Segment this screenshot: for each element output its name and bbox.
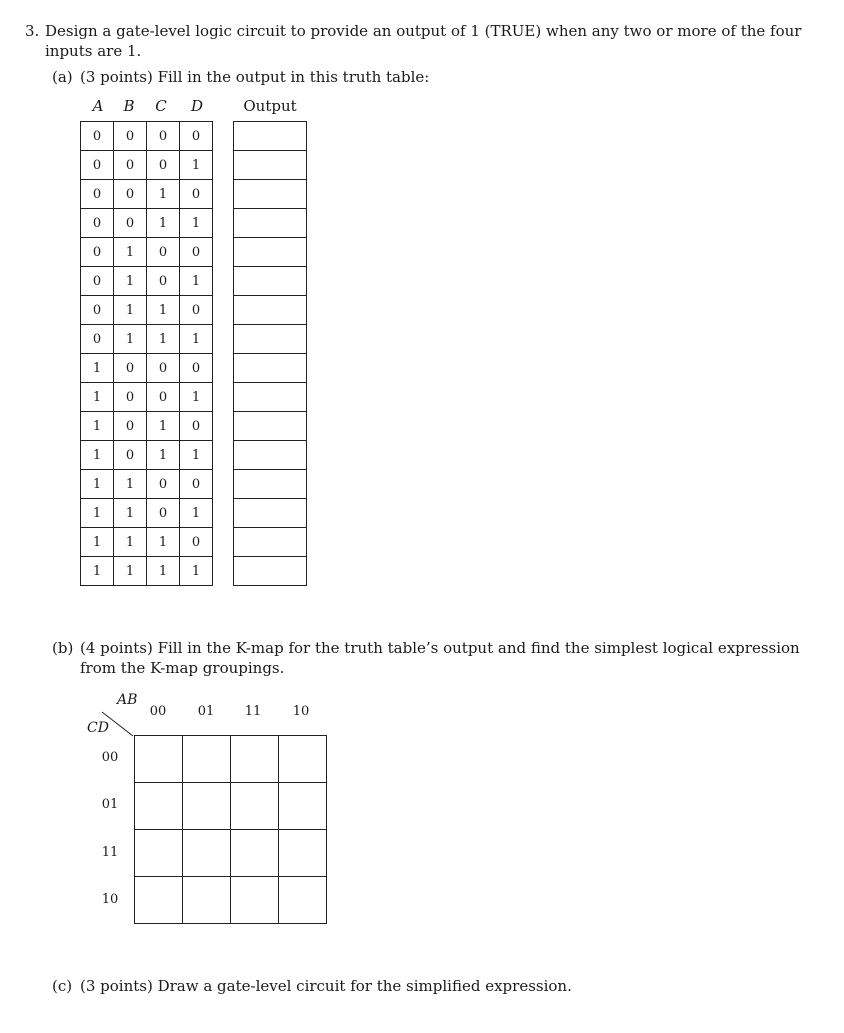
truth-table-cell: 0 [180, 470, 213, 499]
kmap-col-label: 00 [149, 704, 167, 719]
header-output: Output [243, 97, 297, 115]
output-row [234, 325, 307, 354]
truth-table-cell: 0 [114, 354, 147, 383]
truth-table-cell: 0 [114, 180, 147, 209]
kmap-col-label: 11 [244, 704, 262, 719]
truth-table-cell: 0 [114, 209, 147, 238]
truth-table-cell: 1 [180, 151, 213, 180]
truth-table-row [81, 296, 213, 325]
truth-table-cell: 0 [147, 122, 180, 151]
truth-table-cell: 1 [180, 557, 213, 586]
truth-table-cell: 0 [180, 354, 213, 383]
kmap-cell[interactable] [231, 830, 279, 877]
truth-table [80, 121, 213, 586]
output-cell[interactable] [234, 296, 307, 325]
truth-table-row [81, 528, 213, 557]
truth-table-cell: 1 [114, 267, 147, 296]
part-c-text: (3 points) Draw a gate-level circuit for the simplified expression. [80, 977, 572, 995]
kmap-row [135, 783, 327, 830]
truth-table-cell: 1 [114, 325, 147, 354]
truth-table-cell: 1 [180, 441, 213, 470]
output-row [234, 528, 307, 557]
truth-table-cell: 1 [180, 383, 213, 412]
kmap-cell[interactable] [183, 783, 231, 830]
truth-table-cell: 0 [81, 238, 114, 267]
truth-table-cell: 0 [114, 383, 147, 412]
truth-table-cell: 0 [180, 528, 213, 557]
truth-table-cell: 0 [147, 238, 180, 267]
output-row [234, 238, 307, 267]
part-c-label: (c) [52, 977, 73, 995]
truth-table-cell: 0 [180, 296, 213, 325]
truth-table-cell: 0 [81, 122, 114, 151]
truth-table-cell: 0 [81, 296, 114, 325]
truth-table-cell: 0 [81, 151, 114, 180]
header-b: B [123, 97, 135, 115]
truth-table-row [81, 383, 213, 412]
output-cell[interactable] [234, 122, 307, 151]
kmap-cell[interactable] [135, 736, 183, 783]
truth-table-cell: 0 [147, 267, 180, 296]
truth-table-cell: 1 [114, 470, 147, 499]
truth-table-cell: 1 [147, 412, 180, 441]
truth-table-cell: 1 [114, 499, 147, 528]
output-row [234, 296, 307, 325]
output-cell[interactable] [234, 383, 307, 412]
truth-table-cell: 0 [81, 209, 114, 238]
kmap-cell[interactable] [183, 877, 231, 924]
kmap-cell[interactable] [279, 877, 327, 924]
output-row [234, 441, 307, 470]
truth-table-cell: 1 [114, 238, 147, 267]
truth-table-cell: 1 [81, 412, 114, 441]
output-cell[interactable] [234, 151, 307, 180]
truth-table-row [81, 122, 213, 151]
truth-table-cell: 1 [147, 209, 180, 238]
kmap-row-label: 00 [101, 750, 119, 765]
output-row [234, 383, 307, 412]
kmap-label-cd: CD [87, 720, 109, 736]
kmap-row [135, 736, 327, 783]
truth-table-row [81, 557, 213, 586]
kmap-cell[interactable] [279, 830, 327, 877]
output-cell[interactable] [234, 267, 307, 296]
kmap-cell[interactable] [135, 783, 183, 830]
part-b-label: (b) [52, 639, 74, 657]
header-a: A [92, 97, 104, 115]
truth-table-cell: 0 [147, 499, 180, 528]
kmap-label-ab: AB [117, 692, 138, 708]
truth-table-cell: 1 [147, 296, 180, 325]
truth-table-cell: 1 [147, 528, 180, 557]
output-row [234, 412, 307, 441]
truth-table-cell: 0 [81, 267, 114, 296]
truth-table-cell: 0 [180, 412, 213, 441]
kmap-row-label: 10 [101, 892, 119, 907]
truth-table-cell: 0 [180, 180, 213, 209]
truth-table-cell: 1 [180, 267, 213, 296]
truth-table-cell: 1 [81, 441, 114, 470]
kmap-cell[interactable] [231, 877, 279, 924]
kmap-cell[interactable] [231, 783, 279, 830]
part-a-text: (3 points) Fill in the output in this truth table: [80, 68, 430, 86]
output-row [234, 354, 307, 383]
question-text-line1: Design a gate-level logic circuit to provide an output of 1 (TRUE) when any two or more of the four [45, 22, 802, 40]
kmap-row-label: 11 [101, 845, 119, 860]
kmap-cell[interactable] [183, 830, 231, 877]
output-row [234, 209, 307, 238]
question-number: 3. [25, 22, 40, 40]
truth-table-cell: 1 [81, 354, 114, 383]
truth-table-cell: 1 [147, 557, 180, 586]
output-cell[interactable] [234, 325, 307, 354]
truth-table-row [81, 209, 213, 238]
output-cell[interactable] [234, 180, 307, 209]
part-b-text-line2: from the K-map groupings. [80, 659, 285, 677]
truth-table-cell: 1 [180, 499, 213, 528]
truth-table-row [81, 267, 213, 296]
part-b-text-line1: (4 points) Fill in the K-map for the truth table’s output and find the simplest logical expression [80, 639, 800, 657]
truth-table-row [81, 354, 213, 383]
truth-table-cell: 1 [81, 470, 114, 499]
part-a-label: (a) [52, 68, 73, 86]
output-cell[interactable] [234, 238, 307, 267]
truth-table-cell: 0 [180, 238, 213, 267]
output-row [234, 180, 307, 209]
truth-table-cell: 0 [147, 383, 180, 412]
truth-table-cell: 1 [114, 557, 147, 586]
truth-table-cell: 1 [81, 499, 114, 528]
output-cell[interactable] [234, 528, 307, 557]
output-cell[interactable] [234, 499, 307, 528]
truth-table-cell: 1 [180, 209, 213, 238]
output-cell[interactable] [234, 412, 307, 441]
truth-table-cell: 0 [147, 354, 180, 383]
kmap-grid [134, 735, 327, 924]
truth-table-row [81, 441, 213, 470]
header-d: D [190, 97, 204, 115]
truth-table-cell: 0 [114, 412, 147, 441]
truth-table-cell: 0 [147, 151, 180, 180]
output-cell[interactable] [234, 441, 307, 470]
kmap-cell[interactable] [279, 736, 327, 783]
truth-table-row [81, 412, 213, 441]
truth-table-row [81, 151, 213, 180]
output-cell[interactable] [234, 470, 307, 499]
truth-table-cell: 0 [114, 441, 147, 470]
kmap-row [135, 830, 327, 877]
kmap-cell[interactable] [231, 736, 279, 783]
truth-table-cell: 1 [147, 441, 180, 470]
truth-table-cell: 0 [114, 151, 147, 180]
output-cell[interactable] [234, 557, 307, 586]
truth-table-row [81, 180, 213, 209]
output-row [234, 499, 307, 528]
truth-table-cell: 1 [114, 296, 147, 325]
output-row [234, 267, 307, 296]
truth-table-cell: 1 [147, 325, 180, 354]
truth-table-cell: 0 [147, 470, 180, 499]
kmap-cell[interactable] [183, 736, 231, 783]
truth-table-cell: 1 [180, 325, 213, 354]
truth-table-cell: 0 [114, 122, 147, 151]
output-cell[interactable] [234, 354, 307, 383]
truth-table-row [81, 470, 213, 499]
truth-table-row [81, 238, 213, 267]
question-text-line2: inputs are 1. [45, 42, 142, 60]
kmap-row [135, 877, 327, 924]
truth-table-cell: 1 [81, 383, 114, 412]
kmap-cell[interactable] [135, 877, 183, 924]
truth-table-cell: 1 [147, 180, 180, 209]
output-row [234, 557, 307, 586]
output-row [234, 151, 307, 180]
header-c: C [155, 97, 167, 115]
truth-table-cell: 0 [180, 122, 213, 151]
truth-table-cell: 1 [81, 528, 114, 557]
truth-table-cell: 1 [81, 557, 114, 586]
truth-table-row [81, 499, 213, 528]
kmap-col-label: 10 [292, 704, 310, 719]
kmap-row-label: 01 [101, 797, 119, 812]
output-row [234, 470, 307, 499]
truth-table-row [81, 325, 213, 354]
truth-table-cell: 1 [114, 528, 147, 557]
kmap-cell[interactable] [279, 783, 327, 830]
truth-table-cell: 0 [81, 180, 114, 209]
truth-table-cell: 0 [81, 325, 114, 354]
kmap-col-label: 01 [197, 704, 215, 719]
output-row [234, 122, 307, 151]
kmap-cell[interactable] [135, 830, 183, 877]
output-column [233, 121, 307, 586]
output-cell[interactable] [234, 209, 307, 238]
